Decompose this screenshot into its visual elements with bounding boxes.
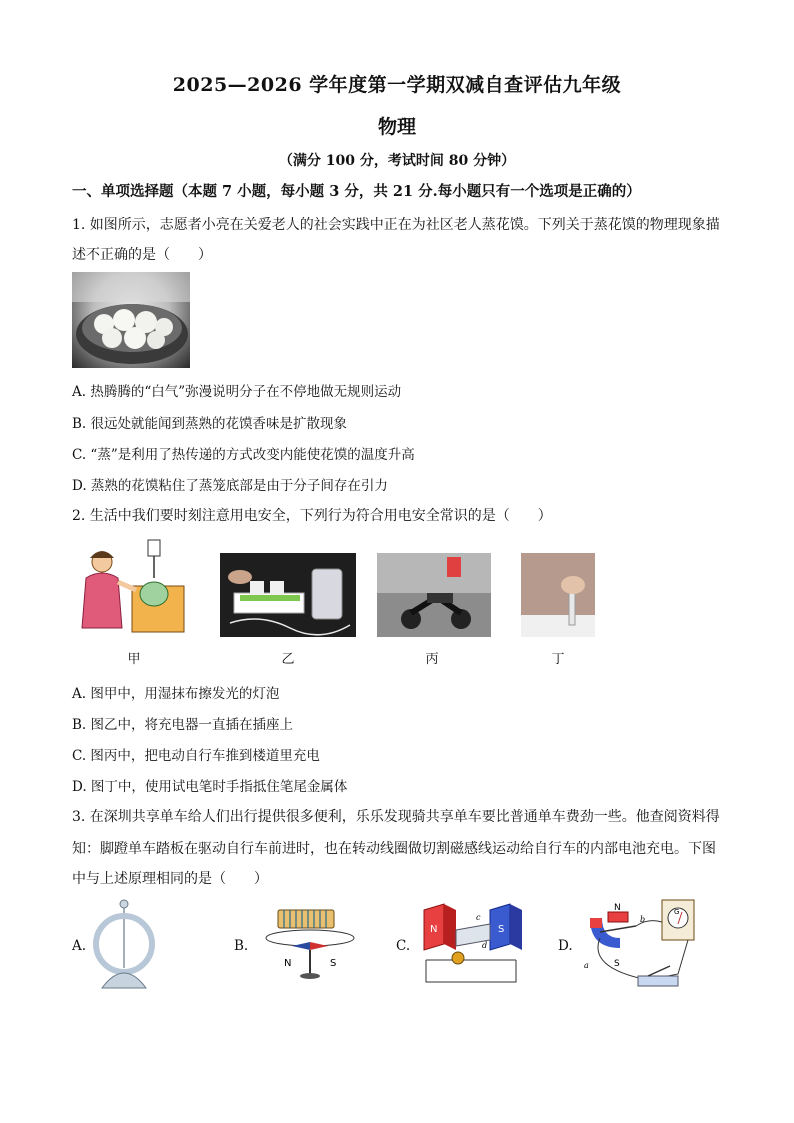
q1-option-a: A. 热腾腾的“白气”弥漫说明分子在不停地做无规则运动: [72, 384, 402, 400]
q2-option-a: A. 图甲中，用湿抹布擦发光的灯泡: [72, 686, 280, 702]
q3-stem-line1: 3. 在深圳共享单车给人们出行提供很多便利，乐乐发现骑共享单车要比普通单车费劲一些。他查阅资料得: [72, 809, 720, 825]
q3-figure-c-motor: [416, 900, 526, 988]
q2-caption-jia: 甲: [127, 652, 141, 667]
q1-option-d: D. 蒸熟的花馍粘住了蒸笼底部是由于分子间存在引力: [72, 478, 388, 494]
q3-label-a: A.: [72, 938, 87, 954]
q2-stem-line1: 2. 生活中我们要时刻注意用电安全，下列行为符合用电安全常识的是（ ）: [72, 508, 552, 524]
q3-b-n-label: N: [284, 958, 292, 969]
q3-label-b: B.: [234, 938, 249, 954]
q1-option-c: C. “蒸”是利用了热传递的方式改变内能使花馍的温度升高: [72, 447, 415, 463]
q3-figure-b-solenoid-compass: [258, 904, 362, 986]
q3-d-n-label: N: [614, 903, 621, 913]
q1-stem-line2: 述不正确的是（ ）: [72, 247, 212, 263]
q2-option-b: B. 图乙中，将充电器一直插在插座上: [72, 717, 294, 733]
q3-label-c: C.: [396, 938, 411, 954]
section-heading: 一、单项选择题（本题 7 小题，每小题 3 分，共 21 分.每小题只有一个选项是正确的）: [72, 183, 641, 200]
q3-figure-d-generator-galvanometer: [578, 898, 704, 992]
q3-stem-line3: 中与上述原理相同的是（ ）: [72, 871, 268, 887]
q2-figure-yi: [220, 553, 356, 637]
q3-d-wire-a: a: [584, 961, 589, 970]
q3-c-s-label: S: [498, 924, 505, 935]
q3-c-wire-d: d: [482, 941, 488, 950]
q3-c-n-label: N: [430, 924, 438, 935]
q1-option-b: B. 很远处就能闻到蒸熟的花馍香味是扩散现象: [72, 416, 348, 432]
q3-d-wire-b: b: [640, 915, 646, 924]
q2-figure-bing: [377, 553, 491, 637]
q1-steamed-buns-photo: [72, 272, 190, 368]
q3-label-d: D.: [558, 938, 573, 954]
q2-option-d: D. 图丁中，使用试电笔时手指抵住笔尾金属体: [72, 779, 348, 795]
q2-option-c: C. 图丙中，把电动自行车推到楼道里充电: [72, 748, 320, 764]
q3-c-wire-c: c: [476, 913, 481, 922]
exam-title: 2025—2026 学年度第一学期双减自查评估九年级: [172, 74, 622, 96]
exam-note: （满分 100 分，考试时间 80 分钟）: [278, 153, 516, 169]
q2-caption-yi: 乙: [281, 652, 295, 667]
q3-d-s-label: S: [614, 959, 620, 969]
q3-b-s-label: S: [330, 958, 337, 969]
q2-figure-jia: [72, 538, 186, 638]
q3-d-meter-label: G: [674, 908, 680, 916]
q3-stem-line2: 知：脚蹬单车踏板在驱动自行车前进时，也在转动线圈做切割磁感线运动给自行车的内部电池充电。下图: [72, 841, 716, 857]
q3-figure-a-ring-apparatus: [88, 898, 160, 990]
q2-caption-ding: 丁: [551, 652, 565, 667]
q1-stem-line1: 1. 如图所示，志愿者小亮在关爱老人的社会实践中正在为社区老人蒸花馍。下列关于蒸花馍的物理现象描: [72, 217, 720, 233]
q2-caption-bing: 丙: [425, 652, 439, 667]
q2-figure-ding: [521, 553, 595, 637]
subject-title: 物理: [377, 116, 416, 138]
